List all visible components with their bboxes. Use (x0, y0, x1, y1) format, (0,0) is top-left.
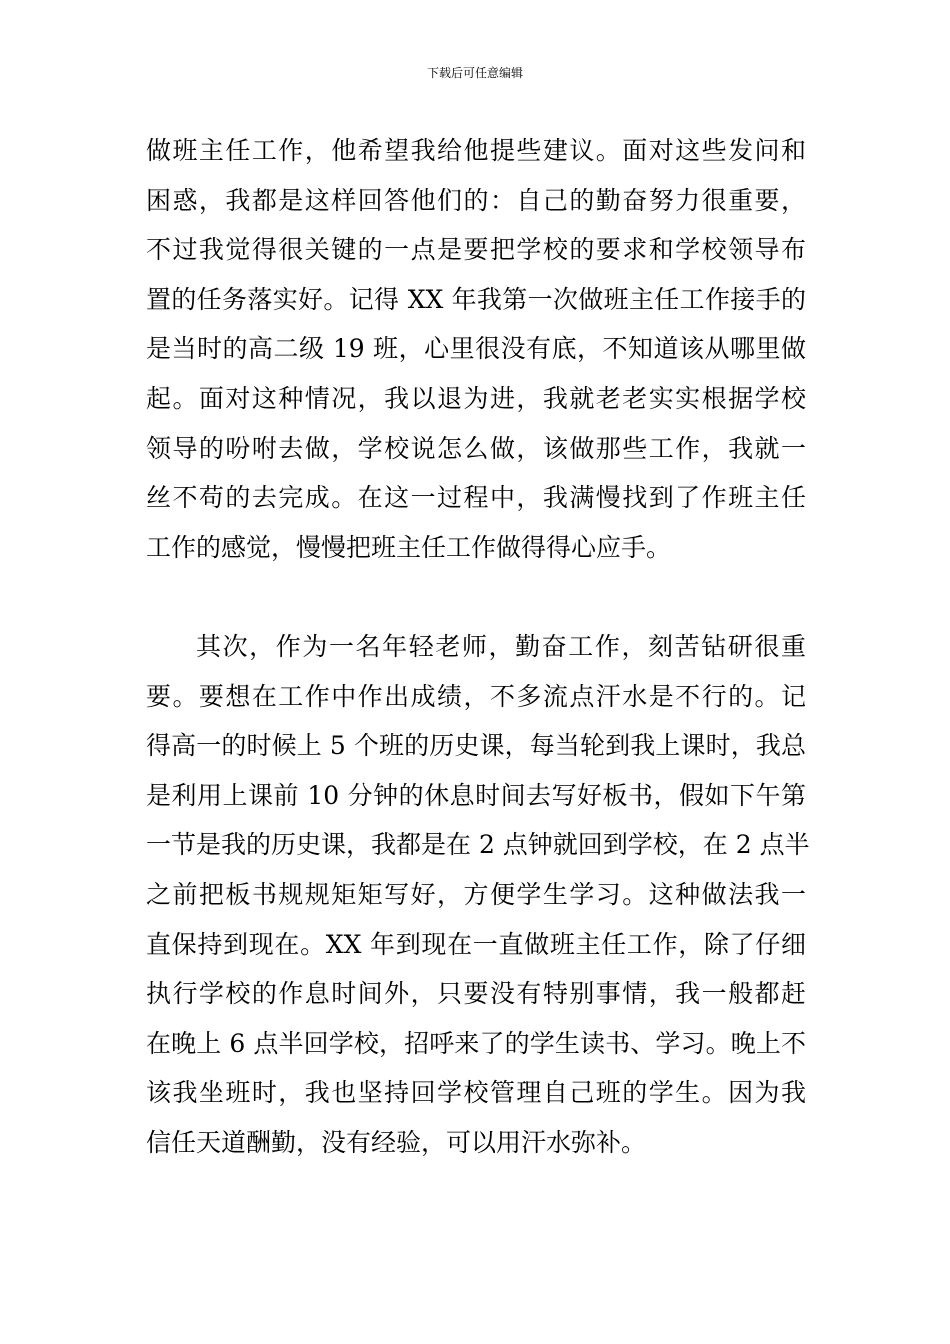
text-line: 领导的吩咐去做，学校说怎么做，该做那些工作，我就一 (146, 433, 806, 463)
text-line: 困惑，我都是这样回答他们的：自己的勤奋努力很重要， (146, 185, 806, 215)
paragraph-spacer (146, 572, 806, 622)
text-line: 丝不苟的去完成。在这一过程中，我满慢找到了作班主任 (146, 483, 806, 513)
text-line: 其次，作为一名年轻老师，勤奋工作，刻苦钻研很重 (196, 631, 806, 661)
text-line: 信任天道酬勤，没有经验，可以用汗水弥补。 (146, 1127, 647, 1157)
text-line: 做班主任工作，他希望我给他提些建议。面对这些发问和 (146, 136, 806, 165)
text-line: 在晚上 6 点半回学校，招呼来了的学生读书、学习。晚上不 (146, 1028, 806, 1058)
text-line: 该我坐班时，我也坚持回学校管理自己班的学生。因为我 (146, 1078, 806, 1108)
text-line: 起。面对这种情况，我以退为进，我就老老实实根据学校 (146, 383, 806, 413)
text-line: 工作的感觉，慢慢把班主任工作做得得心应手。 (146, 532, 672, 562)
text-line: 得高一的时候上 5 个班的历史课，每当轮到我上课时，我总 (146, 731, 806, 761)
text-line: 是利用上课前 10 分钟的休息时间去写好板书，假如下午第 (146, 780, 806, 810)
text-line: 执行学校的作息时间外，只要没有特别事情，我一般都赶 (146, 979, 806, 1009)
text-line: 不过我觉得很关键的一点是要把学校的要求和学校领导布 (146, 235, 806, 265)
page-header: 下载后可任意编辑 (426, 66, 523, 80)
text-line: 置的任务落实好。记得 XX 年我第一次做班主任工作接手的 (146, 284, 806, 314)
text-line: 之前把板书规规矩矩写好，方便学生学习。这种做法我一 (146, 879, 806, 909)
text-line: 要。要想在工作中作出成绩，不多流点汗水是不行的。记 (146, 681, 806, 711)
text-line: 是当时的高二级 19 班，心里很没有底，不知道该从哪里做 (146, 334, 806, 364)
text-line: 一节是我的历史课，我都是在 2 点钟就回到学校，在 2 点半 (146, 830, 810, 860)
text-line: 直保持到现在。XX 年到现在一直做班主任工作，除了仔细 (146, 929, 806, 959)
paragraph-2 (146, 622, 810, 1168)
document-body (146, 126, 810, 1167)
paragraph-1 (146, 126, 806, 572)
